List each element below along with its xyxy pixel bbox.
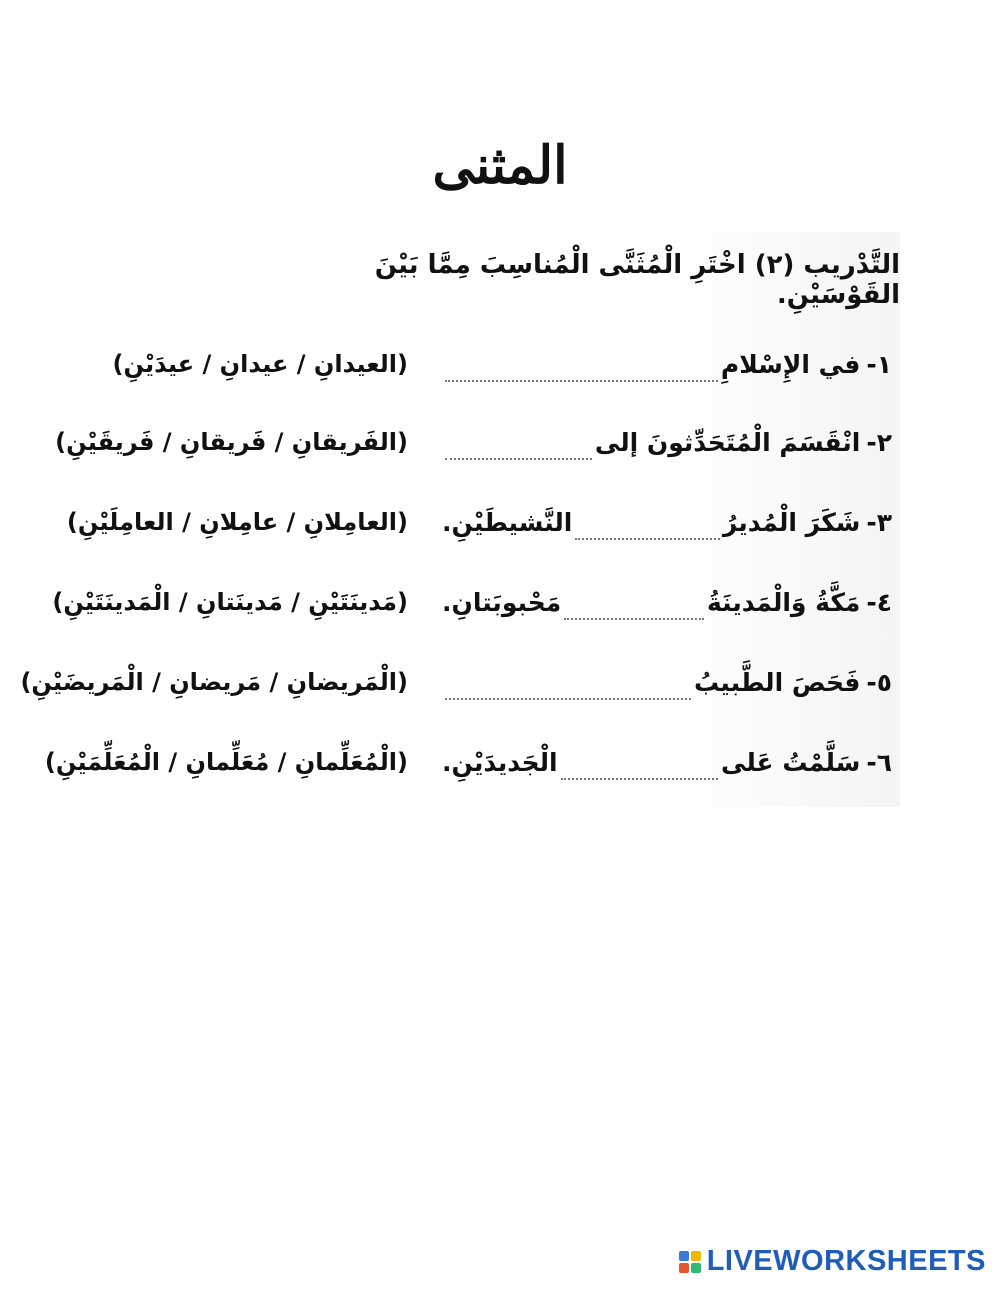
sentence-end: النَّشيطَيْنِ. [442, 508, 573, 537]
exercise-row [0, 588, 1000, 648]
sentence-start: في الإِسْلامِ [720, 350, 861, 379]
exercise-sentence [442, 350, 892, 382]
item-number: ٦- [866, 748, 892, 777]
brand-name: LIVEWORKSHEETS [706, 1245, 986, 1277]
answer-options: (العامِلانِ / عامِلانِ / العامِلَيْنِ) [66, 508, 408, 536]
exercise-instruction: التَّدْريب (٢) اخْتَرِ الْمُثَنَّى الْمُناسِبَ مِمَّا بَيْنَ القَوْسَيْنِ. [374, 250, 900, 310]
sentence-start: فَحَصَ الطَّبيبُ [693, 668, 861, 697]
item-number: ٤- [866, 588, 892, 617]
answer-blank[interactable] [445, 352, 718, 382]
answer-blank[interactable] [445, 430, 592, 460]
sentence-start: سَلَّمْتُ عَلى [721, 748, 861, 777]
exercise-sentence [442, 508, 892, 540]
exercise-sentence [442, 668, 892, 700]
sentence-start: انْقَسَمَ الْمُتَحَدِّثونَ إلى [594, 428, 861, 457]
exercise-sentence [442, 588, 892, 620]
liveworksheets-logo-icon [679, 1251, 701, 1273]
item-number: ١- [866, 350, 892, 379]
page-title: المثنى [432, 135, 568, 196]
answer-blank[interactable] [575, 510, 720, 540]
answer-blank[interactable] [564, 590, 704, 620]
answer-options: (الْمُعَلِّمانِ / مُعَلِّمانِ / الْمُعَلِّمَيْنِ) [44, 748, 408, 776]
item-number: ٣- [866, 508, 892, 537]
sentence-start: شَكَرَ الْمُديرُ [722, 508, 861, 537]
answer-options: (العيدانِ / عيدانِ / عيدَيْنِ) [112, 350, 408, 378]
answer-blank[interactable] [561, 750, 718, 780]
sentence-end: مَحْبوبَتانِ. [442, 588, 562, 617]
exercise-row [0, 428, 1000, 488]
exercise-sentence [442, 748, 892, 780]
item-number: ٥- [866, 668, 892, 697]
sentence-end: الْجَديدَيْنِ. [442, 748, 558, 777]
sentence-start: مَكَّةُ وَالْمَدينَةُ [707, 588, 861, 617]
answer-options: (الْمَريضانِ / مَريضانِ / الْمَريضَيْنِ) [20, 668, 408, 696]
answer-options: (مَدينَتَيْنِ / مَدينَتانِ / الْمَدينَتَيْنِ) [52, 588, 408, 616]
exercise-sentence [442, 428, 892, 460]
answer-blank[interactable] [445, 670, 691, 700]
item-number: ٢- [866, 428, 892, 457]
exercise-row [0, 508, 1000, 568]
exercise-row [0, 668, 1000, 728]
answer-options: (الفَريقانِ / فَريقانِ / فَريقَيْنِ) [55, 428, 408, 456]
exercise-row [0, 748, 1000, 808]
exercise-row [0, 350, 1000, 410]
liveworksheets-brand [679, 1245, 986, 1278]
